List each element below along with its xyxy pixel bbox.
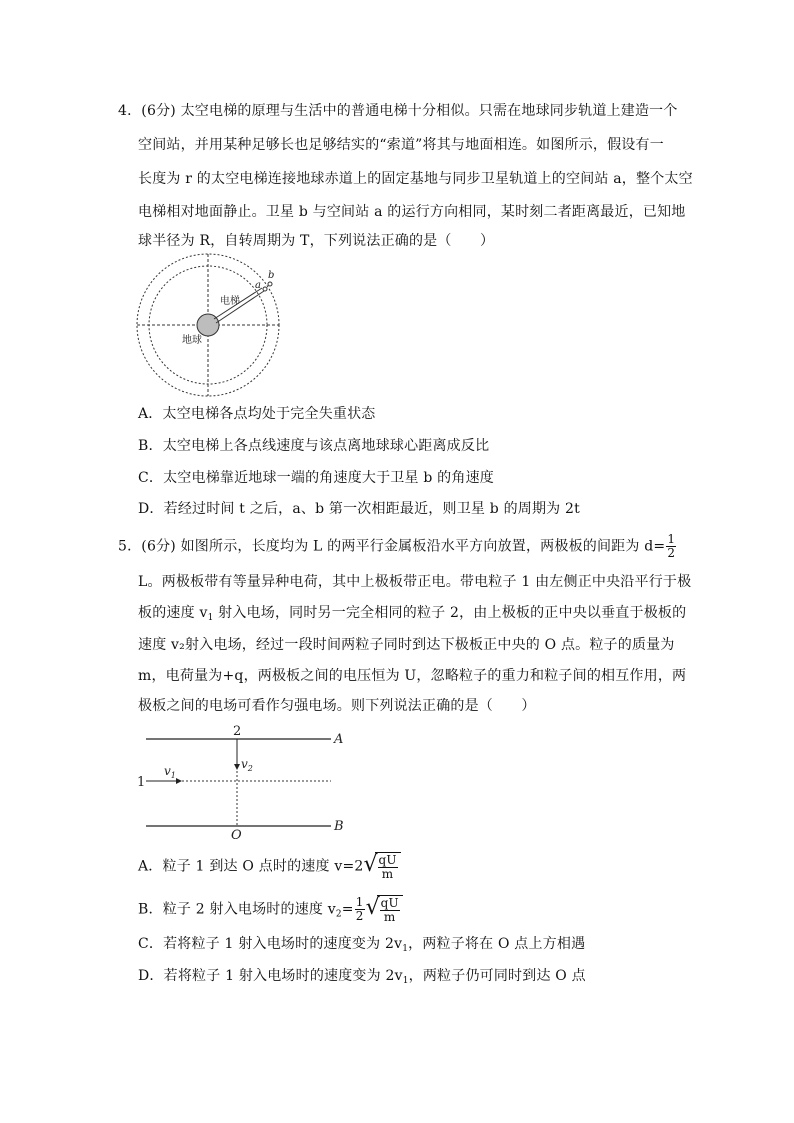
optB-eq: = (341, 901, 354, 918)
label-1: 1 (137, 775, 146, 790)
label-elevator: 电梯 (220, 296, 240, 307)
q5-option-a (138, 852, 401, 881)
half-fraction (666, 533, 676, 560)
q5-option-d-b: ，两粒子仍可同时到达 O 点 (408, 968, 586, 984)
optB-num: qU (380, 896, 399, 910)
label-earth: 地球 (182, 335, 202, 346)
satellite-b (268, 282, 272, 286)
optA-den: m (381, 867, 394, 881)
q5-parallel-plates-figure (136, 720, 356, 842)
label-A: A (334, 732, 344, 747)
v2-arrowhead (234, 764, 240, 770)
q5-line3-sub: 1 (207, 613, 214, 623)
q4-stem-line-1: 4．(6分) 太空电梯的原理与生活中的普通电梯十分相似。只需在地球同步轨道上建造一个 (118, 103, 678, 119)
optB-half-num: 1 (355, 895, 364, 909)
q5-option-d-a: D．若将粒子 1 射入电场时的速度变为 2v (138, 968, 403, 984)
earth (197, 314, 219, 336)
q5-stem-line-6: 极板之间的电场可看作匀强电场。则下列说法正确的是（ ） (138, 698, 536, 714)
q4-stem-line-4: 电梯相对地面静止。卫星 b 与空间站 a 的运行方向相同，某时刻二者距离最近，已知地 (138, 204, 686, 220)
q5-stem-line-1-text: 5．(6分) 如图所示，长度均为 L 的两平行金属板沿水平方向放置，两极板的间距为 d= (118, 538, 666, 555)
optB-half (355, 896, 365, 923)
optA-num: qU (378, 853, 397, 867)
q4-stem-line-2: 空间站，并用某种足够长也足够结实的“索道”将其与地面相连。如图所示，假设有一 (138, 137, 664, 153)
optB-sub: 2 (335, 909, 342, 920)
q5-stem-line-3 (138, 604, 686, 627)
q4-option-d: D．若经过时间 t 之后，a、b 第一次相距最近，则卫星 b 的周期为 2t (138, 501, 580, 517)
label-b: b (268, 270, 275, 281)
q5-option-b-text: B．粒子 2 射入电场时的速度 v (138, 901, 336, 918)
q5-option-c-sub: 1 (402, 944, 409, 954)
label-2: 2 (233, 724, 242, 739)
q4-stem-line-3: 长度为 r 的太空电梯连接地球赤道上的固定基地与同步卫星轨道上的空间站 a，整个太空 (138, 171, 693, 187)
q4-option-a: A．太空电梯各点均处于完全失重状态 (138, 406, 376, 422)
label-B: B (334, 819, 344, 834)
q5-option-d-sub: 1 (402, 976, 409, 986)
q5-stem-line-5: m，电荷量为+q，两极板之间的电压恒为 U，忽略粒子的重力和粒子间的相互作用，两 (138, 668, 687, 684)
label-v2: $v_2$ (241, 757, 253, 773)
q5-option-d (138, 967, 586, 990)
q5-stem-line-4: 速度 v₂射入电场，经过一段时间两粒子同时到达下极板正中央的 O 点。粒子的质量为 (138, 637, 675, 653)
q5-option-c (138, 935, 585, 958)
label-O: O (231, 828, 242, 842)
v1-arrowhead (176, 778, 182, 784)
q5-option-c-b: ，两粒子将在 O 点上方相遇 (408, 936, 586, 952)
sqrt-qu-over-m-b: √ $\frac{qU}{m}$ (366, 895, 403, 924)
half-numerator: 1 (667, 532, 676, 546)
q5-option-b (138, 895, 403, 924)
q4-stem-line-5: 球半径为 R，自转周期为 T，下列说法正确的是（ ） (138, 233, 495, 249)
q5-stem-line-2: L。两极板带有等量异种电荷，其中上极板带正电。带电粒子 1 由左侧正中央沿平行于极 (138, 574, 692, 590)
station-a (263, 287, 267, 291)
q4-space-elevator-figure (132, 250, 287, 400)
label-v1: $v_1$ (164, 764, 176, 780)
optB-den: m (383, 910, 396, 924)
half-denominator: 2 (667, 546, 676, 560)
optB-half-den: 2 (355, 909, 364, 923)
label-a: a (255, 280, 261, 291)
q4-option-c: C．太空电梯靠近地球一端的角速度大于卫星 b 的角速度 (138, 470, 494, 486)
q5-option-c-a: C．若将粒子 1 射入电场时的速度变为 2v (138, 936, 403, 952)
q4-option-b: B．太空电梯上各点线速度与该点离地球球心距离成反比 (138, 438, 490, 454)
q5-line3-b: 射入电场，同时另一完全相同的粒子 2，由上极板的正中央以垂直于极板的 (213, 605, 687, 621)
q5-line3-a: 板的速度 v (138, 605, 208, 621)
sqrt-qu-over-m-a: √ $\frac{qU}{m}$ (364, 852, 401, 881)
q5-stem-line-1 (118, 533, 677, 560)
q5-option-a-text: A．粒子 1 到达 O 点时的速度 v=2 (138, 858, 364, 875)
